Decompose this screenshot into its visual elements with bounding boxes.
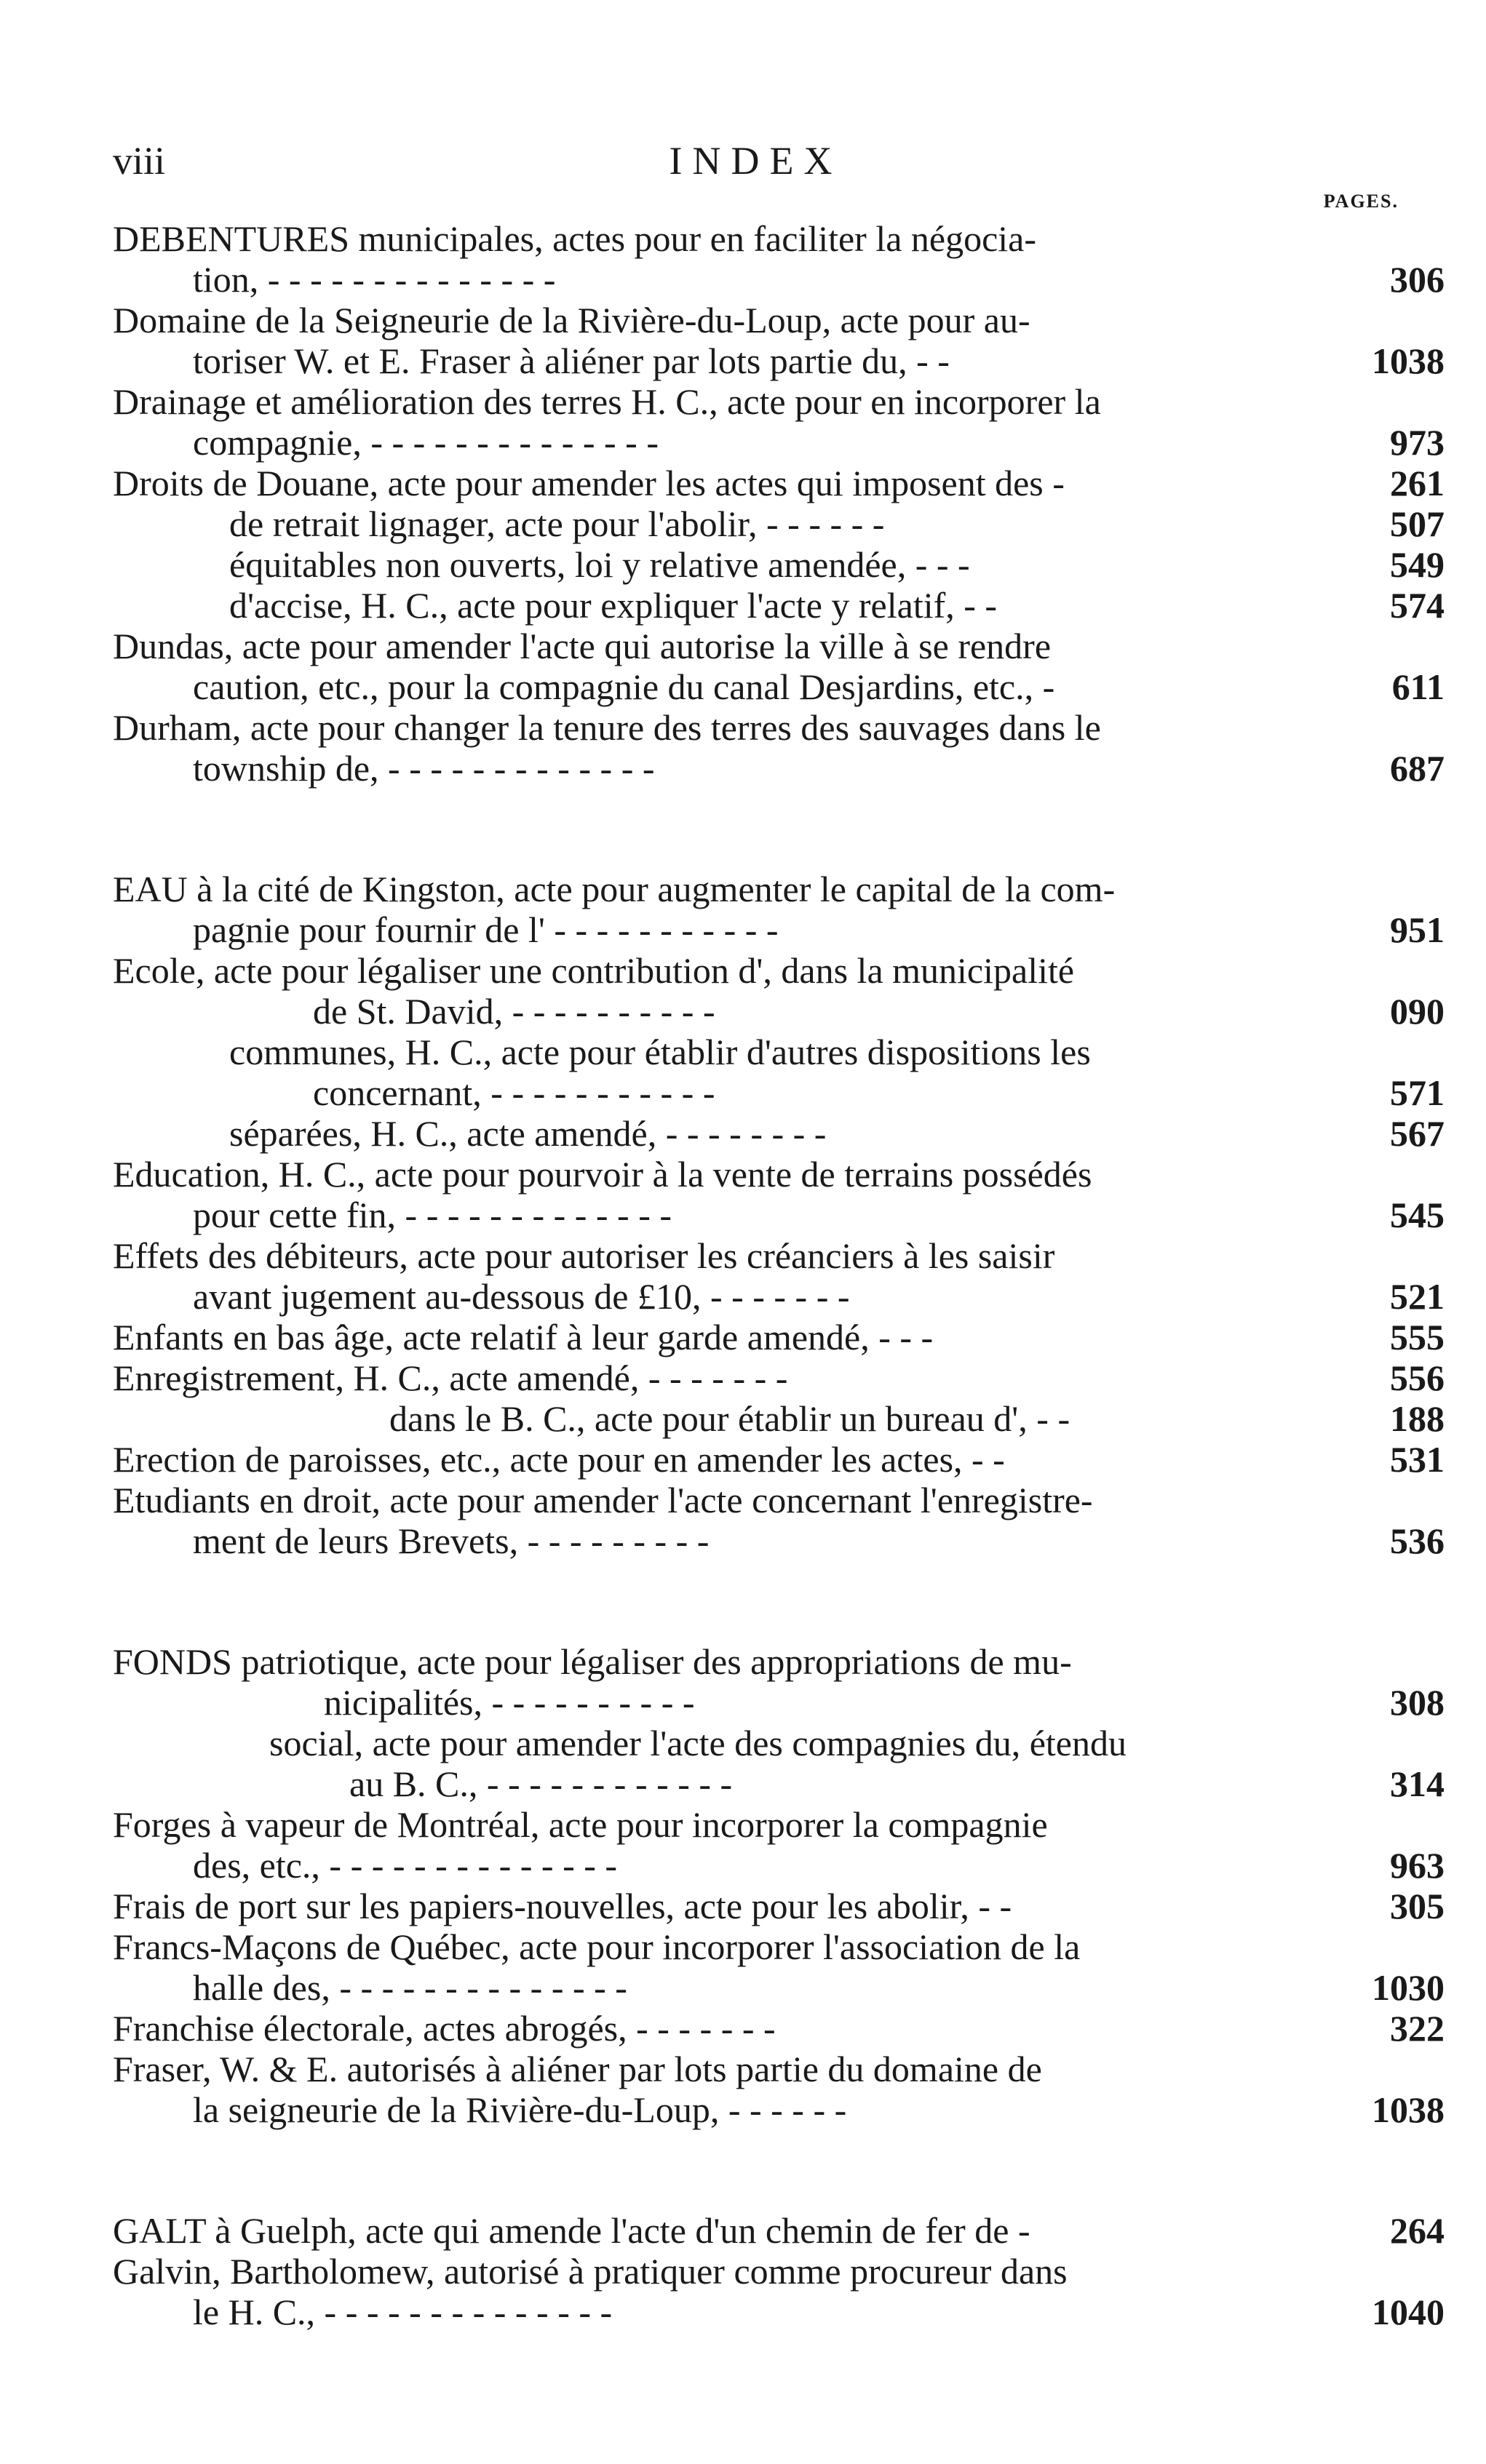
entry-text: le H. C., - - - - - - - - - - - - - - [193,2292,613,2332]
letter-group [113,218,1445,789]
entry-text: toriser W. et E. Fraser à aliéner par lots partie du, - - [193,340,950,381]
letter-group [113,2210,1445,2332]
entry-line [113,950,1445,991]
entry-text: Drainage et amélioration des terres H. C., acte pour en incorporer la [113,381,1101,422]
page-reference: 308 [1390,1682,1445,1723]
entry-text: Francs-Maçons de Québec, acte pour incorporer l'association de la [113,1926,1081,1967]
entry-line [113,1926,1445,1967]
entry-text: Education, H. C., acte pour pourvoir à la vente de terrains possédés [113,1154,1092,1195]
index-entry [113,2210,1445,2251]
entry-line [113,2008,1445,2049]
letter-group [113,869,1445,1561]
index-entry [113,2049,1445,2130]
page-reference: 1038 [1372,340,1445,381]
entry-line [113,422,1445,463]
entry-text: social, acte pour amender l'acte des compagnies du, étendu [269,1723,1127,1763]
index-entries [113,218,1445,2332]
entry-line [113,1317,1445,1357]
entry-line [113,1276,1445,1317]
page-reference: 556 [1390,1357,1445,1398]
entry-text: caution, etc., pour la compagnie du canal Desjardins, etc., - [193,666,1055,707]
page-reference: 090 [1390,991,1445,1032]
entry-text: Fraser, W. & E. autorisés à aliéner par lots partie du domaine de [113,2049,1042,2089]
entry-line [113,1398,1445,1439]
page-reference: 549 [1390,544,1445,585]
entry-line [113,2292,1445,2332]
page-reference: 306 [1390,259,1445,300]
entry-text: avant jugement au-dessous de £10, - - - - - - - [193,1276,850,1317]
entry-text: séparées, H. C., acte amendé, - - - - - - - - [229,1113,827,1154]
entry-text: Ecole, acte pour légaliser une contribution d', dans la municipalité [113,950,1075,991]
page-reference: 951 [1390,909,1445,950]
entry-text: Effets des débiteurs, acte pour autoriser les créanciers à les saisir [113,1235,1055,1276]
entry-line [113,300,1445,340]
index-entry [113,1926,1445,2008]
entry-text: Durham, acte pour changer la tenure des terres des sauvages dans le [113,707,1101,748]
entry-line [113,2251,1445,2292]
entry-text: Frais de port sur les papiers-nouvelles, acte pour les abolir, - - [113,1886,1012,1926]
entry-line [113,218,1445,259]
index-entry [113,1804,1445,1886]
entry-line [113,1235,1445,1276]
page-reference: 1030 [1372,1967,1445,2008]
entry-text: ment de leurs Brevets, - - - - - - - - - [193,1520,710,1561]
page-reference: 322 [1390,2008,1445,2049]
entry-text: de St. David, - - - - - - - - - - [313,991,715,1032]
entry-line [113,585,1445,626]
page-reference: 687 [1390,748,1445,789]
entry-line [113,1723,1445,1763]
entry-text: Franchise électorale, actes abrogés, - - - - - - - [113,2008,776,2049]
entry-text: Etudiants en droit, acte pour amender l'acte concernant l'enregistre- [113,1480,1093,1520]
page-reference: 571 [1390,1072,1445,1113]
entry-text: FONDS patriotique, acte pour légaliser des appropriations de mu- [113,1641,1072,1682]
index-entry [113,1641,1445,1804]
entry-text: pagnie pour fournir de l' - - - - - - - - - - - [193,909,779,950]
entry-text: pour cette fin, - - - - - - - - - - - - - [193,1195,672,1235]
index-entry [113,1235,1445,1317]
entry-text: Galvin, Bartholomew, autorisé à pratiquer comme procureur dans [113,2251,1068,2292]
entry-text: Erection de paroisses, etc., acte pour en amender les actes, - - [113,1439,1005,1480]
group-spacer [113,1561,1445,1641]
entry-text: township de, - - - - - - - - - - - - - [193,748,655,789]
entry-text: GALT à Guelph, acte qui amende l'acte d'un chemin de fer de - [113,2210,1030,2251]
entry-line [113,869,1445,909]
page-reference: 611 [1391,666,1445,707]
index-entry [113,869,1445,950]
page-number: viii [113,139,166,183]
entry-line [113,544,1445,585]
entry-line [113,748,1445,789]
entry-text: Forges à vapeur de Montréal, acte pour incorporer la compagnie [113,1804,1048,1845]
entry-line [113,707,1445,748]
entry-text: DEBENTURES municipales, actes pour en faciliter la négocia- [113,218,1037,259]
index-entry [113,2008,1445,2049]
index-entry [113,1154,1445,1235]
pages-column-label: PAGES. [1323,191,1399,212]
entry-text: nicipalités, - - - - - - - - - - [324,1682,695,1723]
entry-line [113,463,1445,503]
page-header [113,138,1399,212]
index-entry [113,950,1445,1154]
entry-line [113,503,1445,544]
entry-text: des, etc., - - - - - - - - - - - - - - [193,1845,618,1886]
entry-text: halle des, - - - - - - - - - - - - - - [193,1967,627,2008]
index-entry [113,1317,1445,1357]
entry-line [113,991,1445,1032]
index-entry [113,218,1445,300]
entry-text: au B. C., - - - - - - - - - - - - [349,1763,733,1804]
group-spacer [113,2130,1445,2210]
page-reference: 264 [1390,2210,1445,2251]
entry-line [113,1886,1445,1926]
entry-line [113,1113,1445,1154]
index-entry [113,1886,1445,1926]
page-reference: 261 [1390,463,1445,503]
entry-line [113,2049,1445,2089]
entry-text: d'accise, H. C., acte pour expliquer l'acte y relatif, - - [229,585,998,626]
index-entry [113,463,1445,626]
index-entry [113,2251,1445,2332]
entry-line [113,1520,1445,1561]
entry-text: dans le B. C., acte pour établir un bureau d', - - [389,1398,1070,1439]
entry-line [113,626,1445,666]
page-reference: 305 [1390,1886,1445,1926]
entry-line [113,1154,1445,1195]
entry-line [113,1072,1445,1113]
entry-line [113,666,1445,707]
entry-line [113,1763,1445,1804]
page-reference: 545 [1390,1195,1445,1235]
page-reference: 963 [1390,1845,1445,1886]
entry-line [113,2210,1445,2251]
page-reference: 188 [1390,1398,1445,1439]
entry-text: Domaine de la Seigneurie de la Rivière-du-Loup, acte pour au- [113,300,1030,340]
index-entry [113,707,1445,789]
page-reference: 314 [1390,1763,1445,1804]
entry-line [113,1439,1445,1480]
entry-text: équitables non ouverts, loi y relative amendée, - - - [229,544,970,585]
page-reference: 531 [1390,1439,1445,1480]
index-entry [113,1357,1445,1439]
entry-text: EAU à la cité de Kingston, acte pour augmenter le capital de la com- [113,869,1116,909]
entry-text: tion, - - - - - - - - - - - - - - [193,259,556,300]
entry-text: Enfants en bas âge, acte relatif à leur garde amendé, - - - [113,1317,934,1357]
page-reference: 521 [1390,1276,1445,1317]
entry-text: Droits de Douane, acte pour amender les actes qui imposent des - [113,463,1065,503]
page-reference: 1038 [1372,2089,1445,2130]
entry-text: compagnie, - - - - - - - - - - - - - - [193,422,659,463]
index-entry [113,381,1445,463]
index-entry [113,1480,1445,1561]
entry-text: Enregistrement, H. C., acte amendé, - - - - - - - [113,1357,788,1398]
entry-line [113,1641,1445,1682]
entry-line [113,2089,1445,2130]
letter-group [113,1641,1445,2130]
entry-text: Dundas, acte pour amender l'acte qui autorise la ville à se rendre [113,626,1052,666]
entry-line [113,909,1445,950]
entry-line [113,1682,1445,1723]
page-reference: 536 [1390,1520,1445,1561]
entry-text: concernant, - - - - - - - - - - - [313,1072,715,1113]
entry-line [113,1195,1445,1235]
entry-line [113,1967,1445,2008]
group-spacer [113,789,1445,869]
entry-line [113,1480,1445,1520]
entry-text: communes, H. C., acte pour établir d'autres dispositions les [229,1032,1091,1072]
index-entry [113,626,1445,707]
entry-line [113,259,1445,300]
entry-line [113,1032,1445,1072]
page-reference: 1040 [1372,2292,1445,2332]
page-reference: 973 [1390,422,1445,463]
index-entry [113,1439,1445,1480]
entry-line [113,1357,1445,1398]
page-reference: 574 [1390,585,1445,626]
entry-line [113,1845,1445,1886]
entry-text: la seigneurie de la Rivière-du-Loup, - - - - - - [193,2089,847,2130]
page-reference: 555 [1390,1317,1445,1357]
index-entry [113,300,1445,381]
entry-line [113,340,1445,381]
entry-line [113,1804,1445,1845]
page-title: INDEX [669,139,843,183]
page-reference: 567 [1390,1113,1445,1154]
entry-text: de retrait lignager, acte pour l'abolir, - - - - - - [229,503,885,544]
entry-line [113,381,1445,422]
page-reference: 507 [1390,503,1445,544]
